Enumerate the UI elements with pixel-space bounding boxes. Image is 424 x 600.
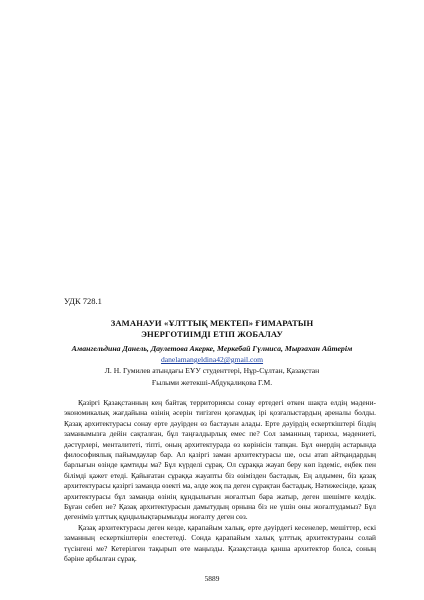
page-number: 5889	[204, 574, 220, 583]
udk-code: УДК 728.1	[64, 296, 102, 306]
author-affiliation: Л. Н. Гумилев атындағы ЕҰУ студенттері, Нұр-Сұлтан, Қазақстан	[104, 366, 320, 375]
body-paragraph-1: Қазіргі Қазақстанның кең байтақ территориясы сонау ертедегі өткен шақта елдің мәдени-экономикалық жағдайына өзінің әсерін тигізген қоғамдық ірі қозғалыстардың ареналы болды. Қазақ архитектурасы сонау ерте дәуірден өз бастауын алады. Ерте дәуірдің ескерткіштері біздің заманымызға дейін сақталған, бұл таңғалдырлық емес пе? Сол заманның тарихы, мәдениеті, дәстүрлері, менталитеті, тіпті, оның архитектурада өз көрінісін тапқан. Бұл өнердің астарында философиялық пайымдаулар бар. Ал қазіргі заман архитектурасы ше, осы атап айтқандардың барлығын өзінде қамтиды ма? Бұл күрделі сұрақ. Ол сұраққа жауап беру көп іздеміс, еңбек пен білімді қажет етеді. Қайығатан сұраққа жауапты біз өзімізден бастадық. Ең алдымен, біз қазақ архитектурасы қазіргі заманда өзекті ма, әлде жоқ па деген сұрақтан бастадық. Нәтижесінде, қазақ архитектурасы бұл заманда өзінің құндылығын жоғалтып бара жатыр, деген шешімге келдік. Бұған себеп не? Қазақ архитектурасын дамытудың орнына біз не үшін оны жоғалтудамыз? Бұл дегеніміз ұлттық құндылықтарымызды жоғалту деген сөз.	[64, 398, 376, 522]
scientific-advisor: Ғылыми жетекші-Абдуқалиқова Г.М.	[151, 378, 273, 387]
title-line-1: ЗАМАНАУИ «ҰЛТТЫҚ МЕКТЕП» ҒИМАРАТЫН	[110, 318, 314, 328]
body-paragraph-2: Қазақ архитектурасы деген кезде, қарапайым халық, ерте дәуірдегі кесенелер, мешіттер, ескі заманның ескерткіштерін елестетеді. Сонда қарапайым халық ұлттық архитектураны солай түсінгені ме? Кетерілген тақырып өте маңызды. Қазақстанда қанша архитектор болса, соның бәріне арбылған сұрақ.	[64, 522, 376, 564]
paper-body	[64, 398, 376, 565]
title-line-2: ЭНЕРГОТИІМДІ ЕТІП ЖОБАЛАУ	[141, 329, 283, 339]
author-list: Амангельдина Данель, Даулетова Акерке, Меркебай Гүлнисa, Мырзахан Айтерім	[71, 344, 353, 353]
paper-title	[40, 318, 384, 340]
author-email-link[interactable]: danelamangeldina42@gmail.com	[160, 355, 264, 364]
